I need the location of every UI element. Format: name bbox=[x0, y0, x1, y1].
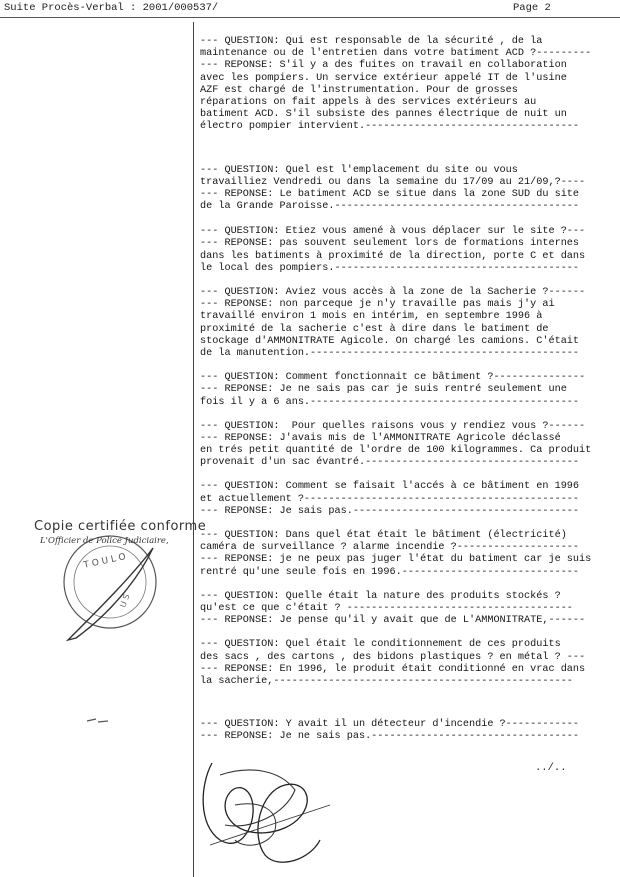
question-answer-entry bbox=[200, 639, 610, 688]
signature bbox=[190, 745, 340, 875]
continued-marker: ../.. bbox=[535, 762, 567, 774]
statement-line: --- REPONSE: pas souvent seulement lors de formations internes bbox=[200, 238, 580, 250]
question-answer-entry bbox=[200, 226, 610, 275]
statement-line: travailliez Vendredi ou dans la semaine du 17/09 au 21/09,?---- bbox=[200, 176, 586, 188]
margin-mark bbox=[84, 713, 114, 729]
entry-spacer bbox=[200, 688, 610, 719]
statement-line: --- REPONSE: non parceque je n'y travaille pas mais j'y ai bbox=[200, 299, 555, 311]
statement-line: le local des pompiers.---------------------------------------- bbox=[200, 262, 580, 274]
entry-spacer bbox=[200, 469, 610, 481]
statement-line: --- QUESTION: Etiez vous amené à vous déplacer sur le site ?--- bbox=[200, 226, 586, 238]
statement-line: --- REPONSE: Je ne sais pas car je suis rentré seulement une bbox=[200, 384, 567, 396]
question-answer-entry bbox=[200, 421, 610, 470]
document-reference: Suite Procès-Verbal : 2001/000537/ bbox=[4, 2, 219, 14]
statement-line: --- QUESTION: Quel est l'emplacement du site ou vous bbox=[200, 164, 518, 176]
question-answer-entry bbox=[200, 165, 610, 214]
question-answer-entry bbox=[200, 591, 610, 628]
statement-line: --- QUESTION: Aviez vous accès à la zone de la Sacherie ?------ bbox=[200, 287, 586, 298]
statement-line: caméra de surveillance ? alarme incendie ?-------------------- bbox=[200, 542, 580, 554]
statement-line: maintenance ou de l'entretien dans votre batiment ACD ?--------- bbox=[200, 48, 592, 60]
statement-line: proximité de la sacherie c'est à dire dans le batiment de bbox=[200, 323, 549, 335]
statement-line: de la manutention.-------------------------------------------- bbox=[200, 347, 580, 359]
stamp-fragment: U S bbox=[118, 592, 132, 609]
statement-line: --- REPONSE: Je pense qu'il y avait que de L'AMMONITRATE,------ bbox=[200, 615, 586, 627]
statement-line: la sacherie,------------------------------------------------- bbox=[200, 675, 573, 687]
entry-spacer bbox=[200, 213, 610, 226]
statement-line: --- REPONSE: je ne peux pas juger l'état du batiment car je suis bbox=[200, 554, 592, 566]
statement-line: batiment ACD. S'il subsiste des pannes électrique de nuit un bbox=[200, 109, 567, 121]
question-answer-entry bbox=[200, 530, 610, 579]
certified-copy-label: Copie certifiée conforme bbox=[34, 519, 207, 534]
entry-spacer bbox=[200, 409, 610, 421]
entry-spacer bbox=[200, 275, 610, 287]
statement-body bbox=[200, 36, 610, 743]
statement-line: de la Grande Paroisse.---------------------------------------- bbox=[200, 201, 580, 213]
statement-line: --- QUESTION: Comment fonctionnait ce bâtiment ?--------------- bbox=[200, 372, 586, 384]
officer-label: L'Officier de Police Judiciaire, bbox=[40, 536, 169, 546]
statement-line: --- QUESTION: Comment se faisait l'accés à ce bâtiment en 1996 bbox=[200, 481, 580, 493]
statement-line: stockage d'AMMONITRATE Agicole. On chargé les camions. C'était bbox=[200, 335, 580, 347]
statement-line: --- REPONSE: S'il y a des fuites on travail en collaboration bbox=[200, 60, 567, 72]
header-rule bbox=[0, 17, 620, 18]
entry-spacer bbox=[200, 360, 610, 372]
statement-line: --- QUESTION: Dans quel état était le bâtiment (électricité) bbox=[200, 530, 567, 541]
statement-line: avec les pompiers. Un service extérieur appelé IT de l'usine bbox=[200, 72, 567, 84]
statement-line: --- QUESTION: Pour quelles raisons vous y rendiez vous ?------ bbox=[200, 420, 586, 432]
entry-spacer bbox=[200, 518, 610, 530]
entry-spacer bbox=[200, 579, 610, 591]
statement-line: des sacs , des cartons , des bidons plastiques ? en métal ? --- bbox=[200, 651, 586, 663]
statement-line: --- QUESTION: Y avait il un détecteur d'incendie ?------------ bbox=[200, 719, 580, 731]
statement-line: en trés petit quantité de l'ordre de 100 kilogrammes. Ca produit bbox=[200, 445, 592, 457]
statement-line: --- QUESTION: Quelle était la nature des produits stockés ? bbox=[200, 590, 561, 602]
official-stamp bbox=[28, 490, 198, 660]
statement-line: --- REPONSE: Le batiment ACD se situe dans la zone SUD du site bbox=[200, 188, 580, 200]
question-answer-entry bbox=[200, 36, 610, 134]
question-answer-entry bbox=[200, 481, 610, 518]
statement-line: AZF est chargé de l'instrumentation. Pour de grosses bbox=[200, 84, 518, 96]
statement-line: --- REPONSE: En 1996, le produit était conditionné en vrac dans bbox=[200, 663, 586, 675]
statement-line: --- REPONSE: J'avais mis de l'AMMONITRATE Agricole déclassé bbox=[200, 432, 561, 444]
statement-line: réparations on fait appels à des services extérieurs au bbox=[200, 96, 537, 108]
entry-spacer bbox=[200, 627, 610, 639]
question-answer-entry bbox=[200, 372, 610, 409]
statement-line: travaillé environ 1 mois en intérim, en septembre 1996 à bbox=[200, 311, 543, 323]
statement-line: --- QUESTION: Qui est responsable de la sécurité , de la bbox=[200, 36, 543, 47]
question-answer-entry bbox=[200, 719, 610, 743]
stamp-city: T O U L O bbox=[82, 552, 127, 571]
question-answer-entry bbox=[200, 287, 610, 360]
statement-line: fois il y a 6 ans.-------------------------------------------- bbox=[200, 396, 580, 408]
statement-line: --- REPONSE: Je sais pas.------------------------------------- bbox=[200, 505, 580, 517]
statement-line: --- QUESTION: Quel était le conditionnement de ces produits bbox=[200, 639, 561, 651]
statement-line: rentré qu'une seule fois en 1996.----------------------------- bbox=[200, 566, 580, 578]
entry-spacer bbox=[200, 134, 610, 165]
page-header bbox=[0, 0, 620, 22]
statement-line: provenait d'un sac évantré.----------------------------------- bbox=[200, 457, 580, 469]
statement-line: qu'est ce que c'était ? ------------------------------------- bbox=[200, 602, 573, 614]
statement-line: électro pompier intervient.----------------------------------- bbox=[200, 121, 580, 133]
statement-line: dans les batiments à proximité de la direction, porte C et dans bbox=[200, 250, 586, 262]
statement-line: et actuellement ?--------------------------------------------- bbox=[200, 493, 580, 505]
page-number: Page 2 bbox=[513, 2, 551, 14]
stamp-outer-ring bbox=[64, 536, 156, 628]
statement-line: --- REPONSE: Je ne sais pas.---------------------------------- bbox=[200, 731, 580, 743]
